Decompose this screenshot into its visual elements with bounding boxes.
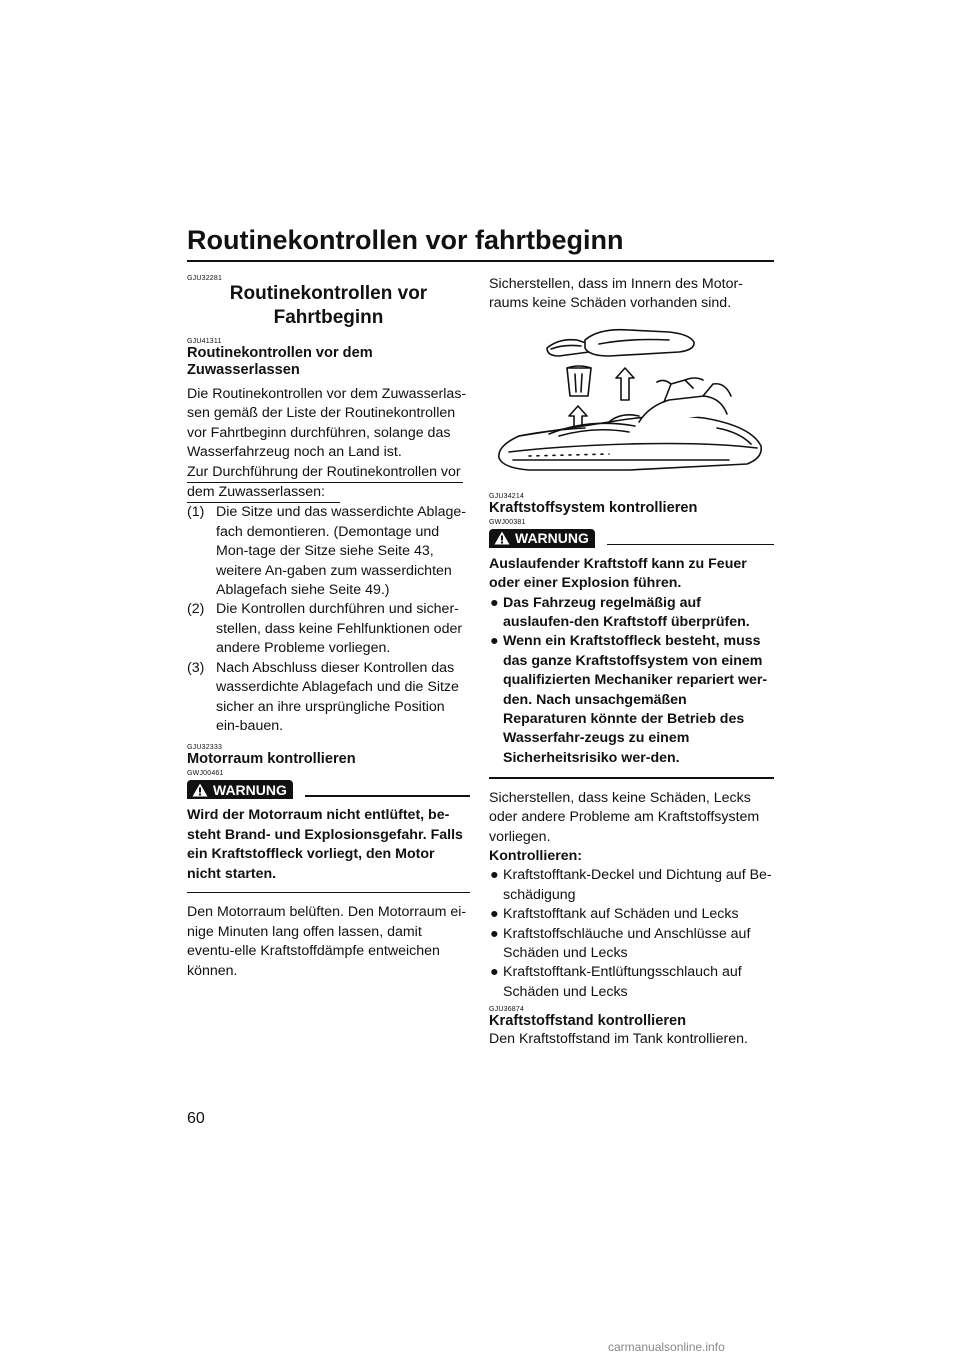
underlined-line1 <box>187 463 463 483</box>
ref-code: GJU41311 <box>187 338 222 345</box>
warning-bottom-rule <box>489 777 774 779</box>
subsection-title-motorraum: Motorraum kontrollieren <box>187 751 356 768</box>
subsection-title-line1: Routinekontrollen vor dem <box>187 345 373 361</box>
bullet-icon: ● <box>490 594 499 611</box>
check-label: Kontrollieren: <box>489 848 583 864</box>
subsection-title-line2: Zuwasserlassen <box>187 362 300 378</box>
fuel-level-paragraph: Den Kraftstoffstand im Tank kontrollieren. <box>489 1031 748 1048</box>
warning-top-rule <box>305 795 470 797</box>
step-item <box>187 659 470 737</box>
warning-icon <box>494 531 510 545</box>
warning-icon <box>192 783 208 797</box>
check-item <box>489 963 774 1002</box>
section-title <box>187 282 470 330</box>
warning-top-rule <box>607 544 774 546</box>
ventilation-paragraph: Den Motorraum belüften. Den Motorraum ei-nige Minuten lang offen lassen, damit eventu-elle Kraftstoffdämpfe entweichen können. <box>187 904 467 979</box>
warning-header <box>489 529 774 548</box>
warning-bottom-rule <box>187 892 470 894</box>
instructions-heading <box>187 463 470 504</box>
warning-bullet <box>489 594 774 633</box>
step-text: Die Kontrollen durchführen und sicher-stellen, dass keine Fehlfunktionen oder andere Probleme vorliegen. <box>216 601 463 657</box>
ref-code: GJU36874 <box>489 1006 525 1014</box>
step-number: (1) <box>187 504 205 521</box>
ref-code: GJU32333 <box>187 744 223 752</box>
check-item <box>489 905 774 924</box>
title-divider <box>187 260 774 262</box>
subsection-title-kraftstoffstand: Kraftstoffstand kontrollieren <box>489 1013 687 1030</box>
fuel-system-paragraph: Sicherstellen, dass keine Schäden, Lecks oder andere Probleme am Kraftstoffsystem vorliegen. <box>489 789 760 845</box>
step-text: Nach Abschluss dieser Kontrollen das wasserdichte Ablagefach und die Sitze sicher an ihre ursprüngliche Position ein-bauen. <box>216 659 459 734</box>
warning-label: WARNUNG <box>213 781 287 798</box>
subsection-title-zuwasserlassen <box>187 345 470 379</box>
warning-bullet <box>489 632 774 768</box>
step-number: (3) <box>187 659 205 676</box>
page-title: Routinekontrollen vor fahrtbeginn <box>187 225 624 255</box>
warning-badge <box>187 780 293 799</box>
page-number: 60 <box>187 1110 205 1127</box>
intro-paragraph: Die Routinekontrollen vor dem Zuwasserlas-sen gemäß der Liste der Routinekontrollen vor Fahrtbeginn durchführen, solange das Wasserfahrzeug noch an Land ist. <box>187 386 467 461</box>
check-item-text: Kraftstoffschläuche und Anschlüsse auf Schäden und Lecks <box>503 925 751 962</box>
section-title-line1: Routinekontrollen vor <box>229 283 428 304</box>
underlined-line2 <box>187 483 340 503</box>
warning-code: GWJ00381 <box>489 518 526 526</box>
jet-ski-drawing <box>489 318 774 488</box>
step-item <box>187 503 470 600</box>
warning-text: Wird der Motorraum nicht entlüftet, be-steht Brand- und Explosionsgefahr. Falls ein Kraftstoffleck vorliegt, den Motor nicht starten. <box>187 807 463 882</box>
bullet-icon: ● <box>490 633 499 650</box>
check-item <box>489 925 774 964</box>
warning-code: GWJ00461 <box>187 770 224 778</box>
ref-code: GJU34214 <box>489 492 525 500</box>
bullet-icon: ● <box>490 867 499 884</box>
warning-lead: Auslaufender Kraftstoff kann zu Feuer oder einer Explosion führen. <box>489 555 747 592</box>
right-column <box>489 275 774 1050</box>
check-item-text: Kraftstofftank auf Schäden und Lecks <box>503 906 739 923</box>
underlined-text1: Zur Durchführung der Routinekontrollen vor <box>187 463 461 480</box>
step-text: Die Sitze und das wasserdichte Ablage-fach demontieren. (Demontage und Mon-tage der Sitze siehe Seite 43, weitere An-gaben zum wasserdichten Ablagefach siehe Seite 49.) <box>216 504 466 599</box>
check-item-text: Kraftstofftank-Deckel und Dichtung auf Be-schädigung <box>503 867 772 903</box>
right-intro-paragraph: Sicherstellen, dass im Innern des Motor-raums keine Schäden vorhanden sind. <box>489 276 743 312</box>
warning-label: WARNUNG <box>515 530 589 547</box>
check-item-text: Kraftstofftank-Entlüftungsschlauch auf Schäden und Lecks <box>503 964 742 1000</box>
jet-ski-illustration <box>489 318 774 488</box>
ref-code: GJU32281 <box>187 275 223 282</box>
step-item <box>187 600 470 658</box>
left-column <box>187 275 470 981</box>
underlined-text2: dem Zuwasserlassen: <box>187 484 325 501</box>
check-item <box>489 866 774 905</box>
bullet-icon: ● <box>490 964 499 981</box>
warning-header <box>187 780 470 799</box>
bullet-icon: ● <box>490 925 499 942</box>
section-title-line2: Fahrtbeginn <box>273 307 384 328</box>
watermark: carmanualsonline.info <box>608 1340 725 1354</box>
subsection-title-kraftstoffsystem: Kraftstoffsystem kontrollieren <box>489 499 698 516</box>
warning-badge <box>489 529 595 548</box>
step-number: (2) <box>187 601 205 618</box>
warning-bullet-text: Wenn ein Kraftstoffleck besteht, muss das ganze Kraftstoffsystem von einem qualifizierten Mechaniker repariert wer-den. Nach unsachgemäßen Reparaturen könnte der Betrieb des Wasserfahr-zeugs zu einem Sicherheitsrisiko wer-den. <box>503 633 768 766</box>
bullet-icon: ● <box>490 906 499 923</box>
warning-bullet-text: Das Fahrzeug regelmäßig auf auslaufen-den Kraftstoff überprüfen. <box>503 594 750 631</box>
